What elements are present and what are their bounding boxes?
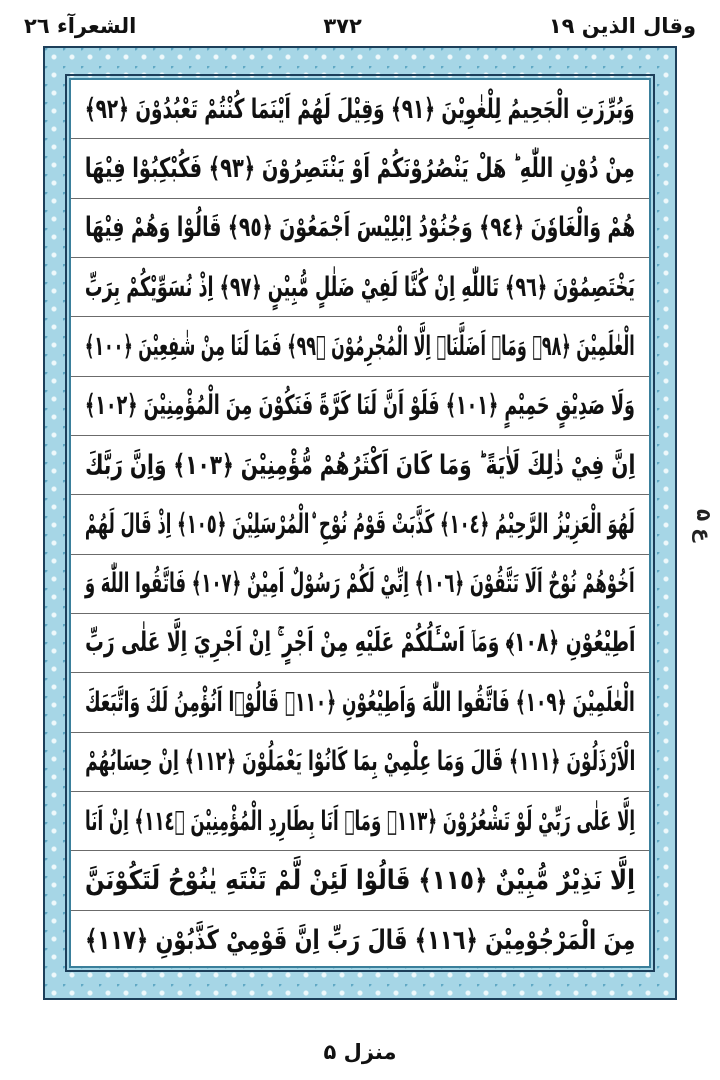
juz-title: وقال الذين ١٩ [548, 14, 696, 38]
text-line-2 [71, 139, 649, 198]
text-line-13 [71, 792, 649, 851]
line-text: الْعٰلَمِيْنَ ﴿٩٨﴾ وَمَاۤ اَضَلَّنَاۤ اِلَّا الْمُجْرِمُوْنَ ﴿٩٩﴾ فَمَا لَنَا مِنْ شٰفِعِيْنَ ﴿١٠٠﴾ [85, 330, 635, 362]
line-text: الْاَرْذَلُوْنَ ﴿١١١﴾ قَالَ وَمَا عِلْمِيْ بِمَا كَانُوْا يَعْمَلُوْنَ ﴿١١٢﴾ اِنْ حِسَابُهُمْ [84, 746, 635, 778]
text-line-3 [71, 199, 649, 258]
text-line-1 [71, 80, 649, 139]
line-text: لَهُوَ الْعَزِيْزُ الرَّحِيْمُ ﴿١٠٤﴾ كَذَّبَتْ قَوْمُ نُوْحِ ۨالْمُرْسَلِيْنَ ﴿١٠٥﴾ اِذْ قَالَ لَهُمْ [85, 508, 635, 540]
surah-title: الشعرآء ٢٦ [24, 14, 137, 38]
line-text: هُمْ وَالْغَاوٗنَ ﴿٩٤﴾ وَجُنُوْدُ اِبْلِيْسَ اَجْمَعُوْنَ ﴿٩٥﴾ قَالُوْا وَهُمْ فِيْهَا [84, 212, 635, 244]
text-line-6 [71, 377, 649, 436]
line-text: اِلَّا عَلٰى رَبِّيْ لَوْ تَشْعُرُوْنَ ﴿١١٣﴾ وَمَاۤ اَنَا بِطَارِدِ الْمُؤْمِنِيْنَ ﴿١١٤﴾ اِنْ اَنَا [84, 805, 635, 837]
line-text: اَخُوْهُمْ نُوْحٌ اَلَا تَتَّقُوْنَ ﴿١٠٦﴾ اِنِّيْ لَكُمْ رَسُوْلٌ اَمِيْنٌ ﴿١٠٧﴾ فَاتَّقُوا اللّٰهَ وَ [85, 568, 635, 600]
text-line-15 [71, 911, 649, 970]
text-line-14 [71, 851, 649, 910]
text-line-5 [71, 317, 649, 376]
line-text: يَخْتَصِمُوْنَ ﴿٩٦﴾ تَاللّٰهِ اِنْ كُنَّا لَفِيْ ضَلٰلٍ مُّبِيْنٍ ﴿٩٧﴾ اِذْ نُسَوِّيْكُمْ بِرَبِّ [85, 271, 635, 303]
manzil-label: منزل ۵ [323, 1040, 397, 1064]
text-line-11 [71, 673, 649, 732]
line-text: وَبُرِّزَتِ الْجَحِيمُ لِلْغٰوِيْنَ ﴿٩١﴾ وَقِيْلَ لَهُمْ اَيْنَمَا كُنْتُمْ تَعْبُدُوْنَ ﴿٩٢﴾ [85, 93, 635, 125]
line-text: وَلَا صَدِيْقٍ حَمِيْمٍ ﴿١٠١﴾ فَلَوْ اَنَّ لَنَا كَرَّةً فَنَكُوْنَ مِنَ الْمُؤْمِنِيْنَ ﴿١٠٢﴾ [85, 390, 635, 422]
text-line-9 [71, 555, 649, 614]
line-text: مِنْ دُوْنِ اللّٰهِ ؕ هَلْ يَنْصُرُوْنَكُمْ اَوْ يَنْتَصِرُوْنَ ﴿٩٣﴾ فَكُبْكِبُوْا فِيْهَا [85, 152, 635, 184]
text-line-10 [71, 614, 649, 673]
page-number: ٣٧٢ [323, 14, 362, 38]
text-line-12 [71, 733, 649, 792]
page-header [24, 6, 696, 46]
decorative-border [43, 46, 677, 1000]
text-line-8 [71, 495, 649, 554]
text-line-4 [71, 258, 649, 317]
text-line-7 [71, 436, 649, 495]
ruku-marker: ع ۵ [692, 508, 716, 542]
line-text: اِنَّ فِيْ ذٰلِكَ لَاٰيَةً ؕ وَمَا كَانَ اَكْثَرُهُمْ مُّؤْمِنِيْنَ ﴿١٠٣﴾ وَاِنَّ رَبَّكَ [84, 449, 636, 481]
line-text: اِلَّا نَذِيْرٌ مُّبِيْنٌ ﴿١١٥﴾ قَالُوْا لَئِنْ لَّمْ تَنْتَهِ يٰنُوْحُ لَتَكُوْنَنَّ [84, 864, 635, 896]
line-text: الْعٰلَمِيْنَ ﴿١٠٩﴾ فَاتَّقُوا اللّٰهَ وَاَطِيْعُوْنِ ﴿١١٠﴾ قَالُوْۤا اَنُؤْمِنُ لَكَ وَاتَّبَعَكَ [85, 686, 635, 718]
line-text: اَطِيْعُوْنِ ﴿١٠٨﴾ وَمَاۤ اَسْـَٔلُكُمْ عَلَيْهِ مِنْ اَجْرٍ ۚ اِنْ اَجْرِيَ اِلَّا عَلٰى رَبِّ [84, 627, 635, 659]
text-area [69, 78, 651, 968]
line-text: مِنَ الْمَرْجُوْمِيْنَ ﴿١١٦﴾ قَالَ رَبِّ اِنَّ قَوْمِيْ كَذَّبُوْنِ ﴿١١٧﴾ [84, 924, 635, 956]
